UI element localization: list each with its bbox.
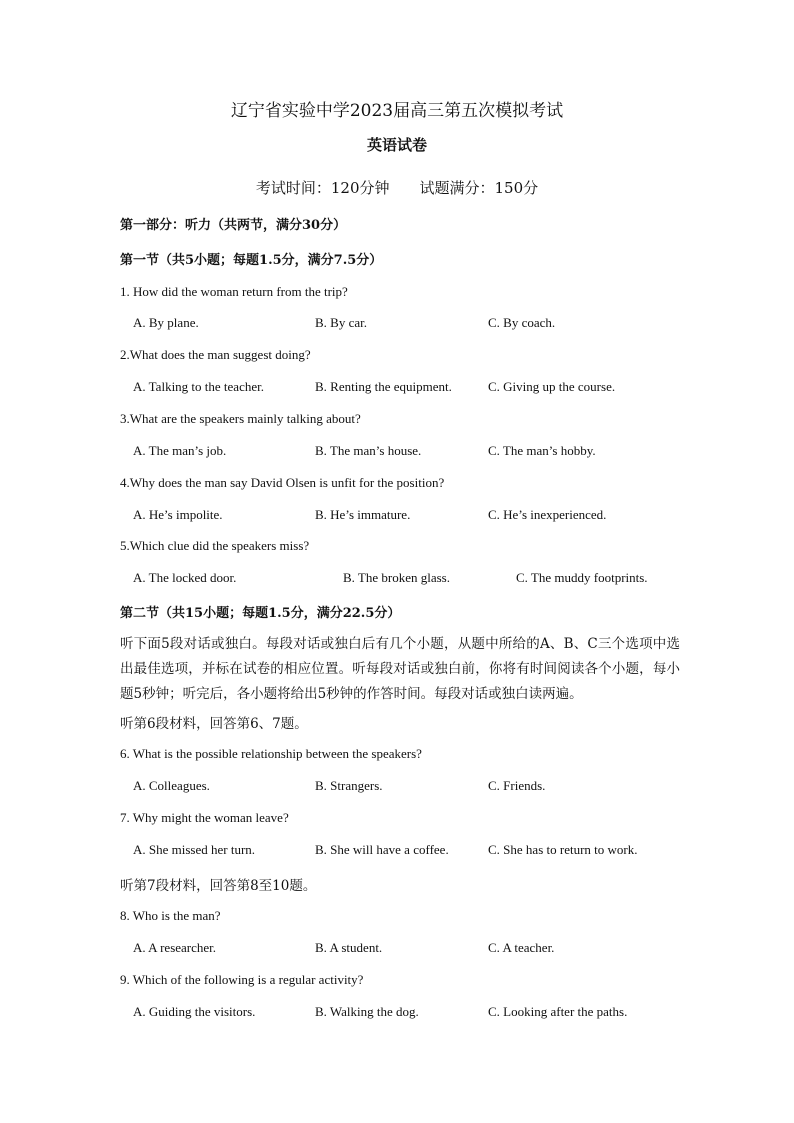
- section2-instructions: 听下面5段对话或独白。每段对话或独白后有几个小题，从题中所给的A、B、C三个选项中选出最佳选项，并标在试卷的相应位置。听每段对话或独白前，你将有时间阅读各个小题，每小题5秒钟；听完后，各小题将给出5秒钟的作答时间。每段对话或独白读两遍。: [120, 636, 680, 702]
- option-c: C. Friends.: [488, 778, 546, 793]
- question-7: 7. Why might the woman leave?: [120, 810, 289, 825]
- option-b: B. Strangers.: [315, 778, 383, 793]
- exam-meta: [0, 177, 794, 198]
- question-4: 4.Why does the man say David Olsen is unfit for the position?: [120, 475, 445, 490]
- option-b: B. By car.: [315, 315, 367, 330]
- option-c: C. Looking after the paths.: [488, 1004, 628, 1019]
- question-2: 2.What does the man suggest doing?: [120, 347, 311, 362]
- exam-subtitle: 英语试卷: [366, 136, 427, 154]
- note-8-10: 听第7段材料，回答第8至10题。: [120, 878, 317, 894]
- option-a: A. A researcher.: [133, 940, 217, 955]
- option-a: A. Colleagues.: [133, 778, 210, 793]
- exam-title: 辽宁省实验中学2023届高三第五次模拟考试: [230, 101, 564, 121]
- option-b: B. A student.: [315, 940, 383, 955]
- option-a: A. By plane.: [133, 315, 199, 330]
- option-b: B. The man’s house.: [315, 443, 422, 458]
- question-5: 5.Which clue did the speakers miss?: [120, 538, 310, 553]
- option-a: A. He’s impolite.: [133, 507, 223, 522]
- option-b: B. Renting the equipment.: [315, 379, 452, 394]
- option-a: A. The locked door.: [133, 570, 237, 585]
- option-c: C. A teacher.: [488, 940, 555, 955]
- option-c: C. The muddy footprints.: [516, 570, 648, 585]
- option-c: C. By coach.: [488, 315, 556, 330]
- option-c: C. Giving up the course.: [488, 379, 616, 394]
- option-c: C. The man’s hobby.: [488, 443, 596, 458]
- question-8: 8. Who is the man?: [120, 908, 221, 923]
- option-b: B. She will have a coffee.: [315, 842, 449, 857]
- question-9: 9. Which of the following is a regular activity?: [120, 972, 364, 987]
- exam-score: 试题满分：150分: [419, 179, 539, 197]
- option-c: C. She has to return to work.: [488, 842, 638, 857]
- question-3: 3.What are the speakers mainly talking about?: [120, 411, 361, 426]
- option-a: A. Guiding the visitors.: [133, 1004, 256, 1019]
- question-6: 6. What is the possible relationship between the speakers?: [120, 746, 422, 761]
- section1-heading: 第一节（共5小题；每题1.5分，满分7.5分）: [120, 253, 383, 268]
- part1-heading: 第一部分：听力（共两节，满分30分）: [120, 218, 347, 233]
- option-c: C. He’s inexperienced.: [488, 507, 607, 522]
- option-b: B. Walking the dog.: [315, 1004, 419, 1019]
- question-1: 1. How did the woman return from the trip?: [120, 284, 348, 299]
- option-b: B. The broken glass.: [343, 570, 450, 585]
- exam-time: 考试时间：120分钟: [255, 179, 390, 197]
- option-a: A. The man’s job.: [133, 443, 227, 458]
- option-a: A. She missed her turn.: [133, 842, 256, 857]
- section2-heading: 第二节（共15小题；每题1.5分，满分22.5分）: [120, 606, 401, 621]
- note-6-7: 听第6段材料，回答第6、7题。: [120, 716, 308, 732]
- option-a: A. Talking to the teacher.: [133, 379, 264, 394]
- option-b: B. He’s immature.: [315, 507, 411, 522]
